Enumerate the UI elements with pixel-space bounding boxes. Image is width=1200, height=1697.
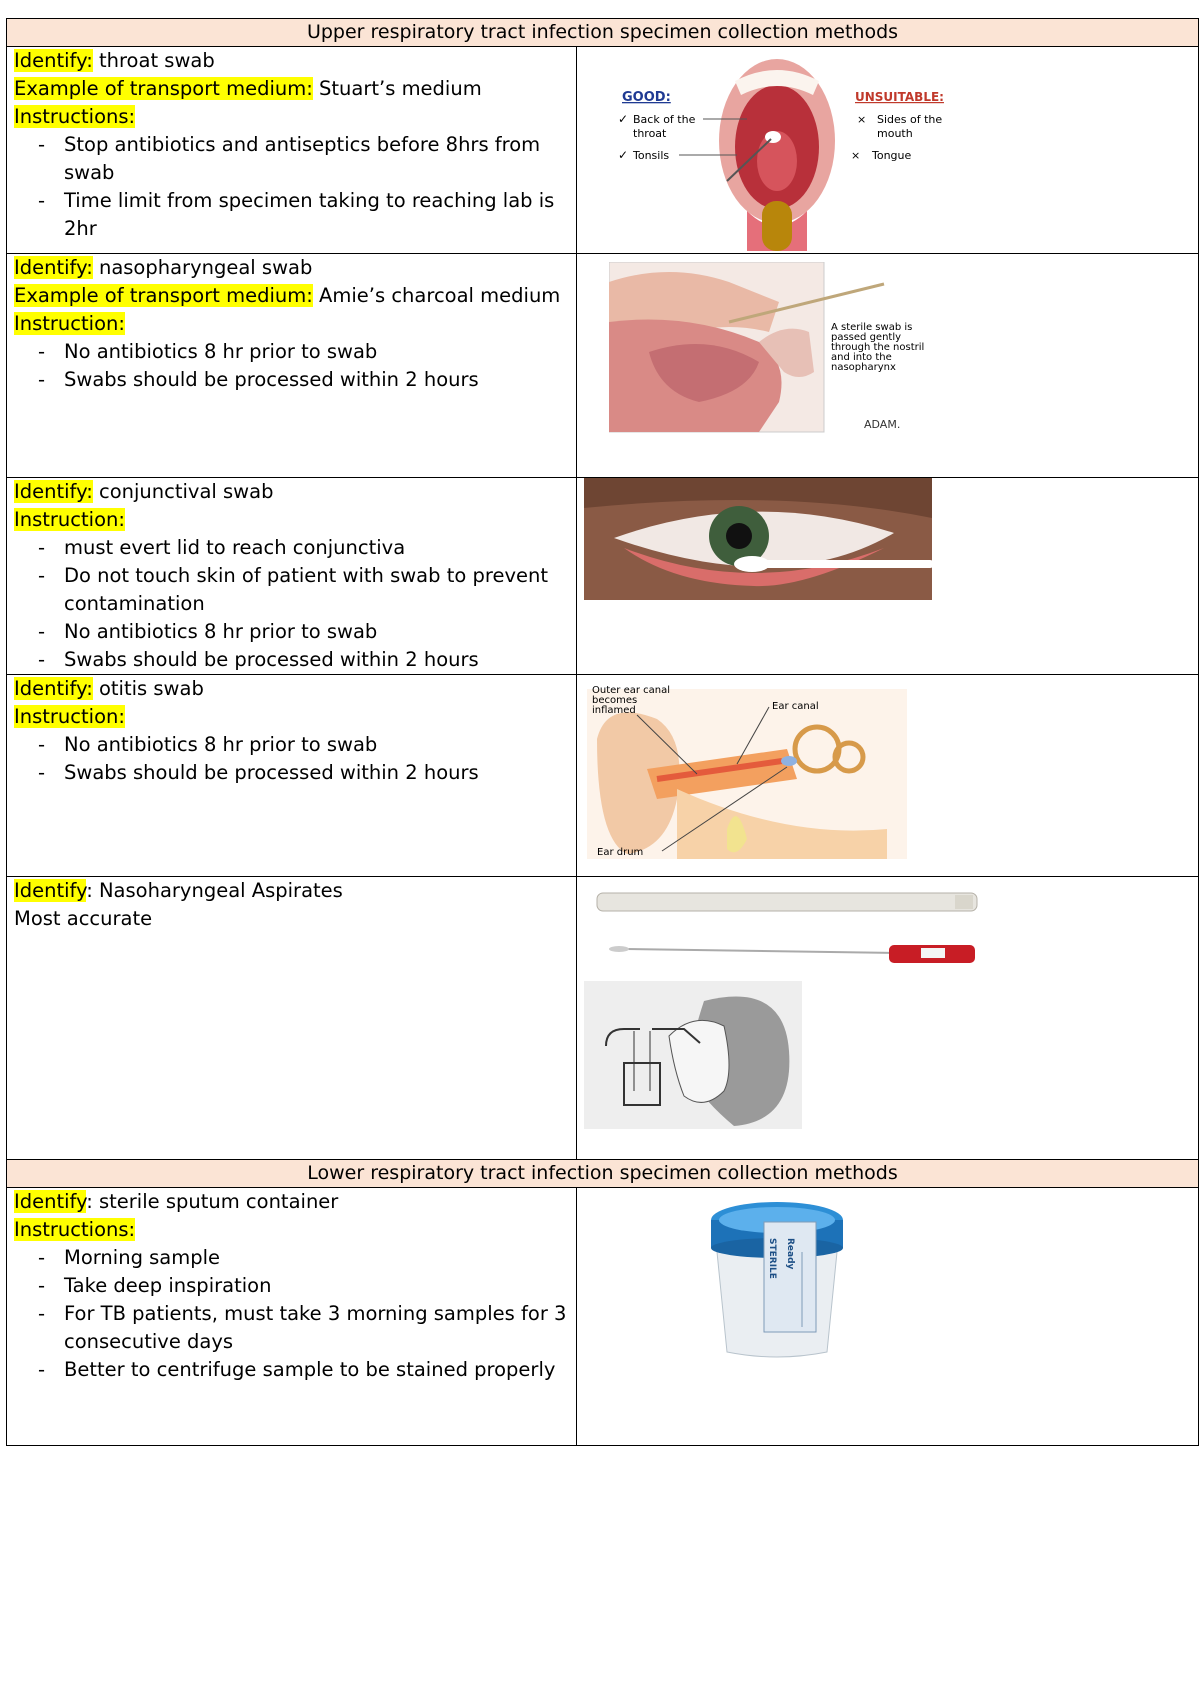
lower-respiratory-header: Lower respiratory tract infection specimen collection methods <box>7 1160 1199 1188</box>
good-title: GOOD: <box>622 90 671 105</box>
identify-label: Identify: <box>14 49 93 72</box>
ear-figure-cell <box>577 675 1199 877</box>
swab-tube-photo <box>595 887 995 977</box>
instruction-label: Instruction: <box>14 705 125 728</box>
nasopharyngeal-swab-text <box>7 254 577 478</box>
instruction-label: Instruction: <box>14 508 125 531</box>
caption-line: nasopharynx <box>831 362 896 373</box>
identify-label: Identify <box>14 879 87 902</box>
identify-value: otitis swab <box>98 677 204 700</box>
bad-item-1: Sides of the <box>877 113 943 126</box>
note: Most accurate <box>14 907 153 930</box>
outer-ear-label: becomes <box>592 695 638 706</box>
instructions-label: Instructions: <box>14 105 136 128</box>
outer-ear-label: Outer ear canal <box>592 685 671 696</box>
list-item: - Morning sample <box>64 1244 576 1272</box>
identify-label: Identify: <box>14 480 93 503</box>
good-item-1b: throat <box>633 127 667 140</box>
unsuitable-title: UNSUITABLE: <box>855 90 944 104</box>
identify-value: : Nasoharyngeal Aspirates <box>86 879 343 902</box>
transport-value: Stuart’s medium <box>319 77 482 100</box>
sputum-container-photo <box>702 1192 852 1362</box>
identify-value: : sterile sputum container <box>86 1190 339 1213</box>
check-icon: ✓ <box>618 148 629 162</box>
instruction-label: Instruction: <box>14 312 125 335</box>
transport-label: Example of transport medium: <box>14 284 313 307</box>
ear-canal-label: Ear canal <box>772 701 819 712</box>
list-item: - Swabs should be processed within 2 hours <box>64 366 576 394</box>
lid-label: STERILE <box>767 1238 777 1279</box>
caption-line: passed gently <box>831 332 902 343</box>
adam-logo: ADAM. <box>864 418 901 431</box>
list-item: - Do not touch skin of patient with swab to prevent contamination <box>64 562 576 618</box>
ear-diagram <box>587 679 907 869</box>
aspirate-drawing <box>584 981 802 1129</box>
upper-respiratory-header: Upper respiratory tract infection specimen collection methods <box>7 19 1199 47</box>
list-item: - No antibiotics 8 hr prior to swab <box>64 731 576 759</box>
identify-label: Identify: <box>14 677 93 700</box>
sputum-figure-cell <box>577 1188 1199 1446</box>
instructions-label: Instructions: <box>14 1218 136 1241</box>
specimen-collection-table <box>6 18 1198 1446</box>
cross-icon: × <box>851 149 861 162</box>
caption-line: and into the <box>831 352 892 363</box>
transport-label: Example of transport medium: <box>14 77 313 100</box>
bad-item-1b: mouth <box>877 127 913 140</box>
otitis-swab-text <box>7 675 577 877</box>
list-item: - No antibiotics 8 hr prior to swab <box>64 618 576 646</box>
caption-line: A sterile swab is <box>831 322 913 333</box>
list-item: - must evert lid to reach conjunctiva <box>64 534 576 562</box>
sputum-container-text <box>7 1188 577 1446</box>
list-item: - For TB patients, must take 3 morning samples for 3 consecutive days <box>64 1300 576 1356</box>
ready-label: Ready <box>785 1238 795 1270</box>
aspirates-text <box>7 877 577 1160</box>
outer-ear-label: inflamed <box>592 705 636 716</box>
nasopharynx-figure-cell <box>577 254 1199 478</box>
good-item-2: Tonsils <box>633 149 670 162</box>
throat-figure-cell <box>577 47 1199 254</box>
throat-swab-text <box>7 47 577 254</box>
conjunctival-swab-text <box>7 478 577 675</box>
bad-item-2: Tongue <box>872 149 912 162</box>
aspirates-figure-cell <box>577 877 1199 1160</box>
transport-value: Amie’s charcoal medium <box>319 284 561 307</box>
cross-icon: × <box>857 113 867 126</box>
identify-value: conjunctival swab <box>98 480 274 503</box>
nasopharynx-diagram <box>609 262 949 452</box>
eye-photo <box>584 478 932 600</box>
list-item: - No antibiotics 8 hr prior to swab <box>64 338 576 366</box>
throat-diagram <box>607 51 947 251</box>
list-item: - Time limit from specimen taking to reaching lab is 2hr <box>64 187 576 243</box>
good-item-1: Back of the <box>633 113 696 126</box>
check-icon: ✓ <box>618 112 629 126</box>
list-item: - Better to centrifuge sample to be stained properly <box>64 1356 576 1384</box>
identify-value: throat swab <box>98 49 215 72</box>
caption-line: through the nostril <box>831 342 925 353</box>
identify-value: nasopharyngeal swab <box>98 256 313 279</box>
list-item: - Swabs should be processed within 2 hours <box>64 646 576 674</box>
identify-label: Identify <box>14 1190 87 1213</box>
list-item: - Take deep inspiration <box>64 1272 576 1300</box>
ear-drum-label: Ear drum <box>597 847 644 858</box>
identify-label: Identify: <box>14 256 93 279</box>
list-item: - Swabs should be processed within 2 hours <box>64 759 576 787</box>
list-item: - Stop antibiotics and antiseptics before 8hrs from swab <box>64 131 576 187</box>
eye-figure-cell <box>577 478 1199 675</box>
